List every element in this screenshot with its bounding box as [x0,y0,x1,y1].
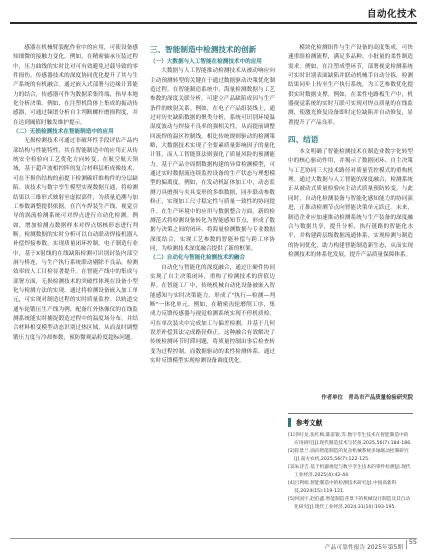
column-3 [288,44,413,260]
col3-paragraph-1: 模块化检测组件与生产设备的高度集成，可快速重组检测流程，满足多品种、小批量的柔性制造需求。例如，在注塑成型环节，部署视觉检测系统可实时识别表面缺陷并联动机械手自动分拣，检测结果同步上传至生产执行系统，为工艺参数优化提供实时数据支撑。例如，在柔性电路板生产中，机器视觉系统的实时互联可实现对焊点质量的在线监测，使激光修复设备即时定位缺陷并自动修复，显著提升了产品良率。 [288,45,413,126]
reference-item: [4]吕利娟.智能制造中的检测技术研究[J].中国高新科技,2024(15):119-121. [288,481,397,495]
col2-subsection-1-heading: （一）大数据与人工智能在检测技术中的应用 [150,59,262,65]
col1-subsection-heading: （二）无损检测技术在智能制造中的应用 [13,129,114,136]
column-1 [13,44,138,343]
section-4-heading: 四、结语 [288,135,319,145]
reference-item: [3]朱诗吉.基于机器视觉与数字孪生技术的零件检测[J].现代工业经济,2025(4):42-44. [288,465,411,479]
references [288,413,413,512]
header-rule [10,22,417,24]
footer-rule [10,538,417,539]
col1-paragraph-1: 感器在机械臂装配作业中的应用，可使设备感知细微的接触力变化。例如，在精密轴承压装过程中，压力曲线的实时比对可有效避免过载导致的零件损伤。传感器技术的深度协同优化提升了其与生产系统的有机融合。通过嵌入式部署与边缘计算能力的结合，传感器可作为数据采集终端，指导本地化分析决策。例如，在注塑机筒体上集成的振动传感器，可通过频谱分析自主判断螺杆磨损程度，并在达到阈值时触发维护提示。 [13,45,138,126]
page-number: 55 [408,538,417,546]
section-3-heading: 三、智能制造中检测技术的创新 [150,45,257,54]
references-marker-bar [288,418,291,427]
footer-separator [406,540,407,549]
col2-paragraph-1: 大数据与人工智能推动检测技术从被动响应向主动预测转型的关键在于通过数据驱动决策优化制造过程。在智能制造系统中，海量检测数据与工艺参数的深度关联分析，可建立产品缺陷成因与生产条件的映射关系。例如，在电子产品组装线上，通过对历史缺陷数据的聚类分析，系统可识别环境温湿度波动与焊接不良率的强相关性，从而提前调整回流焊的温区控制线。相比传统规则驱动的检测策略，大数据技术实现了全要素质量影响因子的量化计算，而人工智能算法则强化了质量风险的预测能力。基于产品全周期数据构建的异常检测模型，可通过实时数据流连续监控设备的生产状态与理想模型的偏离度。例如，在发动机缸体加工中，动态监测刀具磨损与夹具变形的多维数据，同步联动参数修正，实现加工尺寸稳定性与质量一致性的协同提升。在生产环境中的应用与数据整合方面，新的检测范式将检测设备转化为智能感知节点，形成了数据与决策之间的闭环。将海量检测数据与专业数据深度结合，实现工艺参数的智能补偿与跨工序协同，为检测技术深度融合提供了新的框架。 [150,68,275,252]
reference-item: [1]李旺龙,张红梅,陈雷银,等.数字孪生技术在智能制造中的应用研究[J].现代制造技术与装备,2025,56(7):184-186. [288,433,412,447]
col2-subsection-2-heading: （二）自动化与智能化检测技术的融合 [150,255,246,262]
references-list [288,432,413,512]
reference-item: [2]崔景兰.面向智能制造的复杂机械系统多轴联动控制研究[J].南方农机,2025,56(7):122-125. [288,449,409,463]
col1-paragraph-2: 无损检测技术可通过非破坏性手段评估产品内部结构与性能特性，其在智能制造中的应用正从传统安全检验向工艺优化方向转变。在航空航天领域，基于超声波相控阵的复合材料层析成像技术，可在不损伤结构的前提下检测碳纤维构件的分层缺陷。该技术与数字孪生模型实现数据互通，将检测结果以三维形式映射至虚拟部件，为质量追溯与加工参数调整提供依据。在汽车焊装生产线，视觉引导的涡流检测系统可对焊点进行自动化检测。例如，增加检测点数据样本对焊点熔核形态进行判断。检测数据的实时分析可以自动联动焊接机器人补偿焊接参数，实现质量闭环控制。电子制造行业中，基于X射线的在线缺陷检测可识别封装内部空洞与桥连，与生产执行系统联动剔除不良品，检测效率较人工目检显著提升。在智能产线中的集成与部署方面，无损检测技术的突破性体现在设备小型化与检测方法的实现。通过将检测设备嵌入加工单元，可实现对制造过程的实时质量监控。以轨道交通车轮锻压生产线为例，配备红外热像仪的在线监测系统能实时捕捉锻造过程中的温度场分布，并结合材料相变模型动态识别过热区域，从而及时调整锻压力度与冷却参数，预防微观晶粒度超标问题。 [13,138,138,341]
header-title: 自动化技术 [366,9,417,20]
reference-item: [5]何国宇,赵伯鑫.智能制造背景下的机械设计制造及其自动化研究[J].现代工业经济,2024,31(10):193-195. [288,497,411,511]
references-title: 参考文献 [296,419,323,427]
col3-paragraph-2: 本文明确了智能检测技术在制造业数字化转型中的核心驱动作用，并揭示了数据闭环、自主决策与工艺协同三大技术路径对质量管控模式的重构机理。通过大数据与人工智能的深度融合，检测系统正从被动式质量检验向主动式质量预防转变。与此同时，自动化检测装备与智能化感知能力的协同演进，正推动检测节点向智能决策单元跃迁。未来，制造企业应加速推动检测系统与生产装备的深度融合与数据共享，提升分析、执行链路的智能化水平，并构建跨层级数据流通体系，实现检测与制造的协同优化，助力构建智能制造新生态，从而实现检测技术的体系化发展，提升产品质量保障体系。 [288,149,413,258]
column-2 [150,44,275,366]
author-affiliation: 作者单位 青岛市产品质量检验研究院 [321,395,413,401]
col2-paragraph-2: 自动化与智能化的深度融合，通过让硬件协同实现了自主决策闭环，重构了检测技术的价值边界。在智能工厂中，传统机械自动化设备被嵌入智能感知与实时决策能力，形成了"执行—检测—判断"一体化单元。例如，在精密齿轮磨削工序，集成力反馈传感器与视觉检测系统实现不停机质检。可在单次装夹中完成加工与偏差检测，并基于几何误差补偿算法完成路径修正。这种融合有效解决了传统检测环节时滞问题，将质量控制由事后检查转变为过程控制。而数据驱动的柔性检测体系，通过实时反馈模型实现检测设备调度优化。 [150,264,275,364]
footer-journal: 产品可靠性报告 2025年第5期 [324,545,403,551]
references-header [288,413,413,430]
